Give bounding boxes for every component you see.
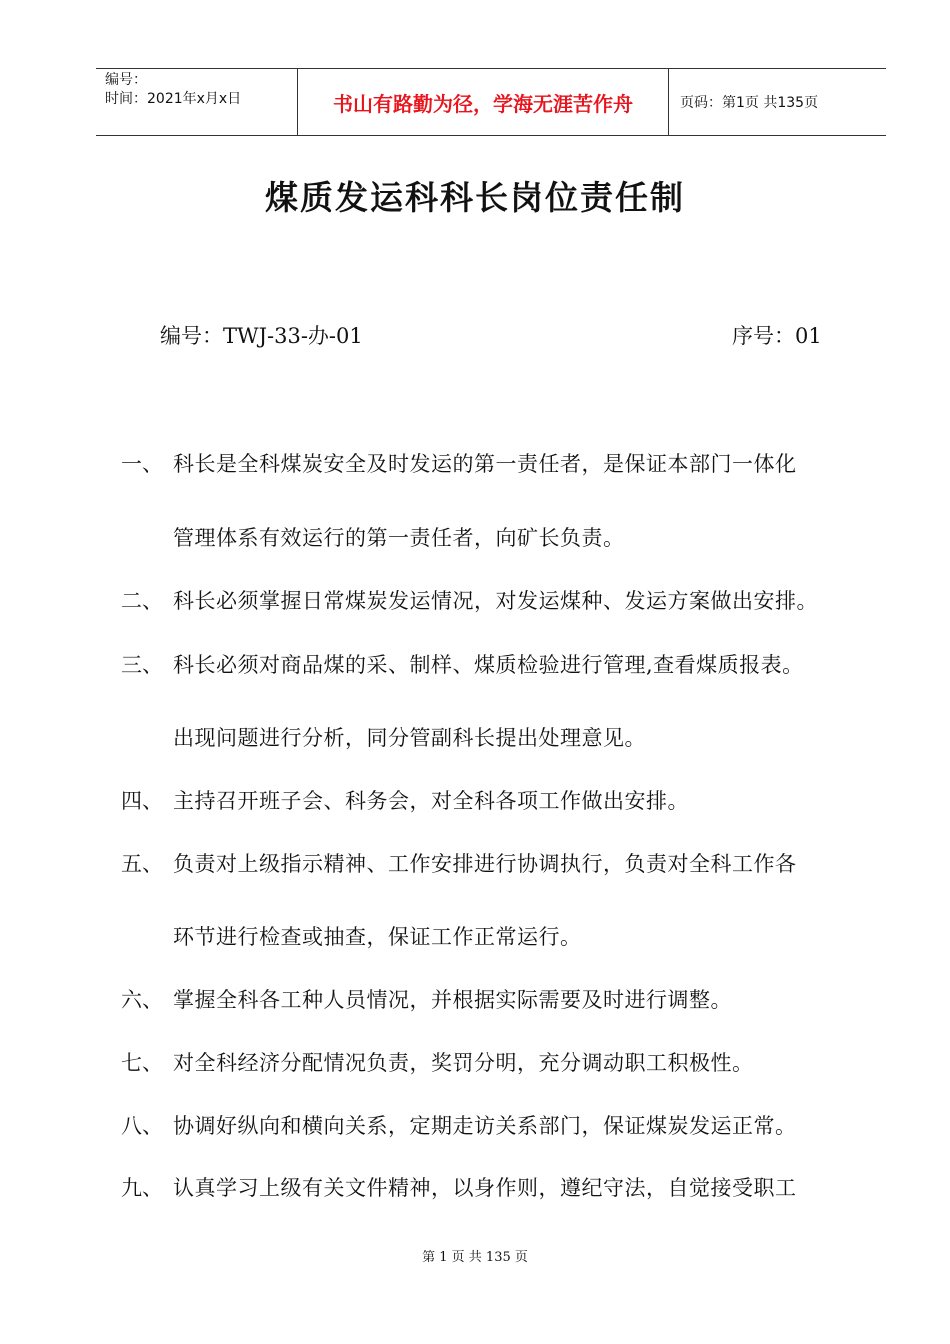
header-motto: 书山有路勤为径，学海无涯苦作舟 bbox=[297, 69, 669, 135]
item-number: 三、 bbox=[121, 653, 163, 677]
item-text: 科长必须掌握日常煤炭发运情况，对发运煤种、发运方案做出安排。 bbox=[173, 589, 818, 613]
item-text: 对全科经济分配情况负责，奖罚分明，充分调动职工积极性。 bbox=[173, 1051, 754, 1075]
item-text: 管理体系有效运行的第一责任者，向矿长负责。 bbox=[173, 526, 625, 550]
item-number: 五、 bbox=[121, 852, 163, 876]
item-text: 主持召开班子会、科务会，对全科各项工作做出安排。 bbox=[173, 789, 689, 813]
item-text: 科长必须对商品煤的采、制样、煤质检验进行管理,查看煤质报表。 bbox=[173, 653, 804, 677]
item-text: 科长是全科煤炭安全及时发运的第一责任者，是保证本部门一体化 bbox=[173, 452, 797, 476]
page-footer: 第 1 页 共 135 页 bbox=[422, 1250, 528, 1265]
document-title: 煤质发运科科长岗位责任制 bbox=[265, 178, 685, 217]
item-text: 协调好纵向和横向关系，定期走访关系部门，保证煤炭发运正常。 bbox=[173, 1114, 797, 1138]
item-text: 环节进行检查或抽查，保证工作正常运行。 bbox=[173, 925, 582, 949]
item-text: 出现问题进行分析，同分管副科长提出处理意见。 bbox=[173, 726, 646, 750]
item-number: 一、 bbox=[121, 452, 163, 476]
page-header bbox=[96, 68, 886, 136]
item-text: 认真学习上级有关文件精神，以身作则，遵纪守法，自觉接受职工 bbox=[173, 1176, 797, 1200]
header-info bbox=[96, 69, 297, 135]
item-number: 八、 bbox=[121, 1114, 163, 1138]
item-text: 负责对上级指示精神、工作安排进行协调执行，负责对全科工作各 bbox=[173, 852, 797, 876]
header-date: 时间：2021年x月x日 bbox=[105, 91, 242, 107]
header-number: 编号： bbox=[105, 72, 147, 88]
header-page-count: 页码：第1页 共135页 bbox=[680, 95, 819, 111]
item-text: 掌握全科各工种人员情况，并根据实际需要及时进行调整。 bbox=[173, 988, 732, 1012]
item-number: 六、 bbox=[121, 988, 163, 1012]
document-serial: 序号：01 bbox=[732, 324, 822, 348]
document-code: 编号：TWJ-33-办-01 bbox=[160, 324, 363, 348]
item-number: 二、 bbox=[121, 589, 163, 613]
item-number: 四、 bbox=[121, 789, 163, 813]
item-number: 九、 bbox=[121, 1176, 163, 1200]
item-number: 七、 bbox=[121, 1051, 163, 1075]
